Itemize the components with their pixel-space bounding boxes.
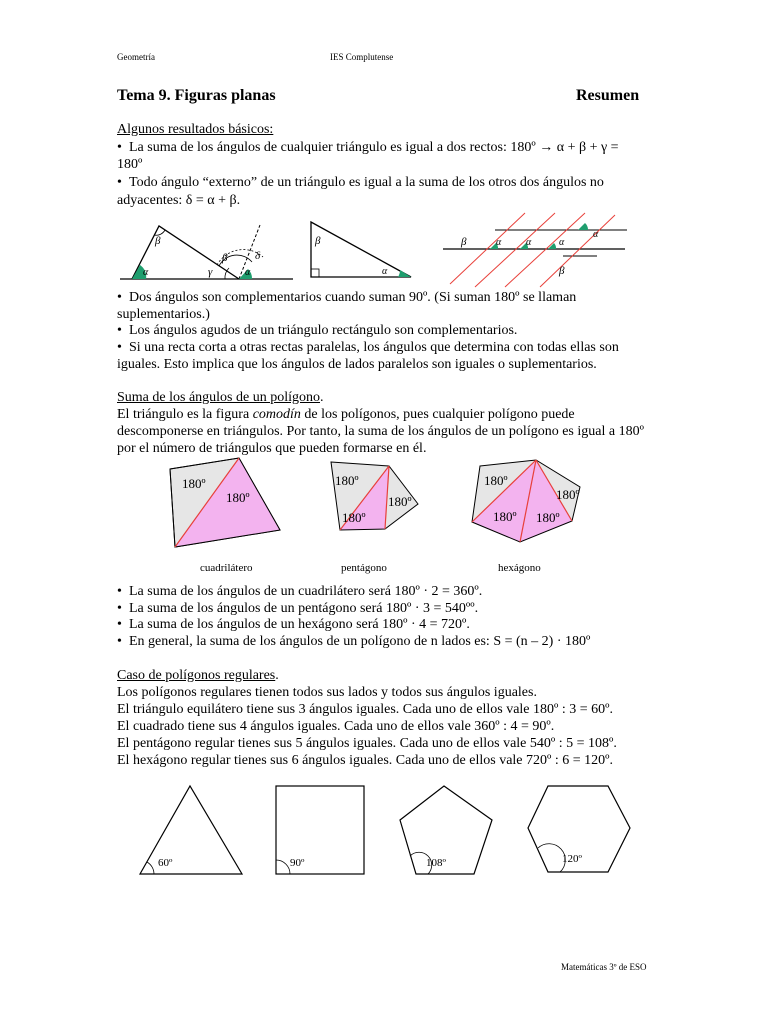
bullet-continuation: suplementarios.) <box>117 307 210 322</box>
paragraph-line: descomponerse en triángulos. Por tanto, la suma de los ángulos de un polígono es igual a 180º <box>117 424 644 439</box>
angle-sum-label: 180º <box>388 494 412 509</box>
paragraph-line: El triángulo equilátero tiene sus 3 ángulos iguales. Cada uno de ellos vale 180º : 3 = 60º. <box>117 702 613 717</box>
bullet-item: • La suma de los ángulos de un cuadrilátero será 180º · 2 = 360º. <box>117 584 483 599</box>
angle-108-label: 108º <box>426 857 446 869</box>
page-title-right: Resumen <box>576 87 640 104</box>
alpha-label: α <box>559 237 565 248</box>
paragraph-line: El pentágono regular tienes sus 5 ángulos iguales. Cada uno de ellos vale 540º : 5 = 108º. <box>117 736 617 751</box>
bullet-text: La suma de los ángulos de cualquier triángulo es igual a dos rectos: 180º → α + β + γ = <box>129 140 619 155</box>
page-title: Tema 9. Figuras planas <box>117 87 276 104</box>
triangle-angles-figure <box>115 212 635 288</box>
angle-sum-label: 180º <box>484 473 508 488</box>
bullet-text: La suma de los ángulos de un hexágono será 180º · 4 = 720º. <box>129 617 470 632</box>
beta-label: β <box>315 235 321 247</box>
section-heading <box>117 389 324 406</box>
section-heading-text: Suma de los ángulos de un polígono <box>117 390 320 405</box>
bullet-item: • Dos ángulos son complementarios cuando suman 90º. (Si suman 180º se llaman <box>117 290 577 305</box>
alpha-label: α <box>593 229 599 240</box>
paragraph-line: El hexágono regular tienes sus 6 ángulos iguales. Cada uno de ellos vale 720º : 6 = 120º. <box>117 753 613 768</box>
pentagon-diagram <box>331 462 418 574</box>
text-run: de los polígonos, pues cualquier polígono puede <box>300 407 575 422</box>
quadrilateral-diagram <box>170 458 280 574</box>
angle-60-label: 60º <box>158 857 173 869</box>
angle-sum-label: 180º <box>536 510 560 525</box>
text-run: El triángulo es la figura <box>117 407 253 422</box>
header-school: IES Complutense <box>330 52 394 62</box>
beta-label: β <box>461 236 467 248</box>
angle-120-label: 120º <box>562 853 582 865</box>
delta-label: δ <box>255 250 261 262</box>
bullet-item: • La suma de los ángulos de cualquier triángulo es igual a dos rectos: 180º → α + β + γ = <box>117 140 619 155</box>
caption-hexagon: hexágono <box>498 562 541 574</box>
bullet-item: • La suma de los ángulos de un hexágono será 180º · 4 = 720º. <box>117 617 470 632</box>
bullet-text: En general, la suma de los ángulos de un polígono de n lados es: S = (n – 2) · 180º <box>129 634 591 649</box>
bullet-continuation: 180º <box>117 157 143 172</box>
bullet-continuation: adyacentes: δ = α + β. <box>117 193 241 208</box>
alpha-label: α <box>496 237 502 248</box>
bullet-item: • Los ángulos agudos de un triángulo rectángulo son complementarios. <box>117 323 518 338</box>
paragraph-line: Los polígonos regulares tienen todos sus lados y todos sus ángulos iguales. <box>117 685 537 700</box>
equilateral-triangle-diagram <box>140 786 242 874</box>
right-triangle-diagram <box>311 222 411 277</box>
regular-polygons-figure <box>130 780 640 880</box>
section-heading: Algunos resultados básicos: <box>117 122 274 137</box>
caption-quadrilateral: cuadrilátero <box>200 562 253 574</box>
angle-sum-label: 180º <box>226 490 250 505</box>
hexagon-diagram <box>472 460 580 574</box>
bullet-item: • Si una recta corta a otras rectas paralelas, los ángulos que determina con todas ellas son <box>117 340 619 355</box>
section-heading <box>117 667 279 684</box>
heading-period: . <box>320 390 324 405</box>
angle-sum-label: 180º <box>342 510 366 525</box>
bullet-text: La suma de los ángulos de un cuadrilátero será 180º · 2 = 360º. <box>129 584 483 599</box>
bullet-item: • La suma de los ángulos de un pentágono será 180º · 3 = 540ºº. <box>117 601 479 616</box>
polygon-triangulation-figure <box>160 452 600 582</box>
bullet-continuation: iguales. Esto implica que los ángulos de lados paralelos son iguales o suplementarios. <box>117 357 597 372</box>
bullet-text: Los ángulos agudos de un triángulo rectángulo son complementarios. <box>129 323 518 338</box>
regular-hexagon-diagram <box>528 786 630 872</box>
beta-label: β <box>559 265 565 277</box>
angle-sum-label: 180º <box>182 476 206 491</box>
bullet-item: • En general, la suma de los ángulos de un polígono de n lados es: S = (n – 2) · 180º <box>117 634 591 649</box>
angle-sum-label: 180º <box>556 487 580 502</box>
footer-text: Matemáticas 3º de ESO <box>561 962 647 972</box>
parallel-lines-diagram <box>443 213 627 287</box>
alpha-label: α <box>245 267 251 278</box>
section-heading-text: Caso de polígonos regulares <box>117 668 276 683</box>
alpha-label: α <box>526 237 532 248</box>
heading-period: . <box>275 668 279 683</box>
square-diagram <box>276 786 364 874</box>
bullet-text: La suma de los ángulos de un pentágono será 180º · 3 = 540ºº. <box>129 601 479 616</box>
bullet-text: Todo ángulo “externo” de un triángulo es igual a la suma de los otros dos ángulos no <box>129 175 604 190</box>
header-subject: Geometría <box>117 52 155 62</box>
alpha-label: α <box>382 266 388 277</box>
caption-pentagon: pentágono <box>341 562 387 574</box>
alpha-label: α <box>143 267 149 278</box>
beta-label: β <box>222 252 228 264</box>
beta-label: β <box>155 235 161 247</box>
paragraph-line: por el número de triángulos que pueden formarse en él. <box>117 441 427 456</box>
gamma-label: γ <box>208 266 213 278</box>
exterior-angle-diagram <box>120 225 293 279</box>
emphasis-text: comodín <box>252 407 301 422</box>
bullet-item: • Todo ángulo “externo” de un triángulo es igual a la suma de los otros dos ángulos no <box>117 175 604 190</box>
bullet-text: Dos ángulos son complementarios cuando suman 90º. (Si suman 180º se llaman <box>129 290 577 305</box>
angle-90-label: 90º <box>290 857 305 869</box>
regular-pentagon-diagram <box>400 786 492 874</box>
paragraph-line: El cuadrado tiene sus 4 ángulos iguales. Cada uno de ellos vale 360º : 4 = 90º. <box>117 719 555 734</box>
bullet-text: Si una recta corta a otras rectas paralelas, los ángulos que determina con todas ellas son <box>129 340 619 355</box>
paragraph-line <box>117 406 575 423</box>
angle-sum-label: 180º <box>335 473 359 488</box>
angle-sum-label: 180º <box>493 509 517 524</box>
